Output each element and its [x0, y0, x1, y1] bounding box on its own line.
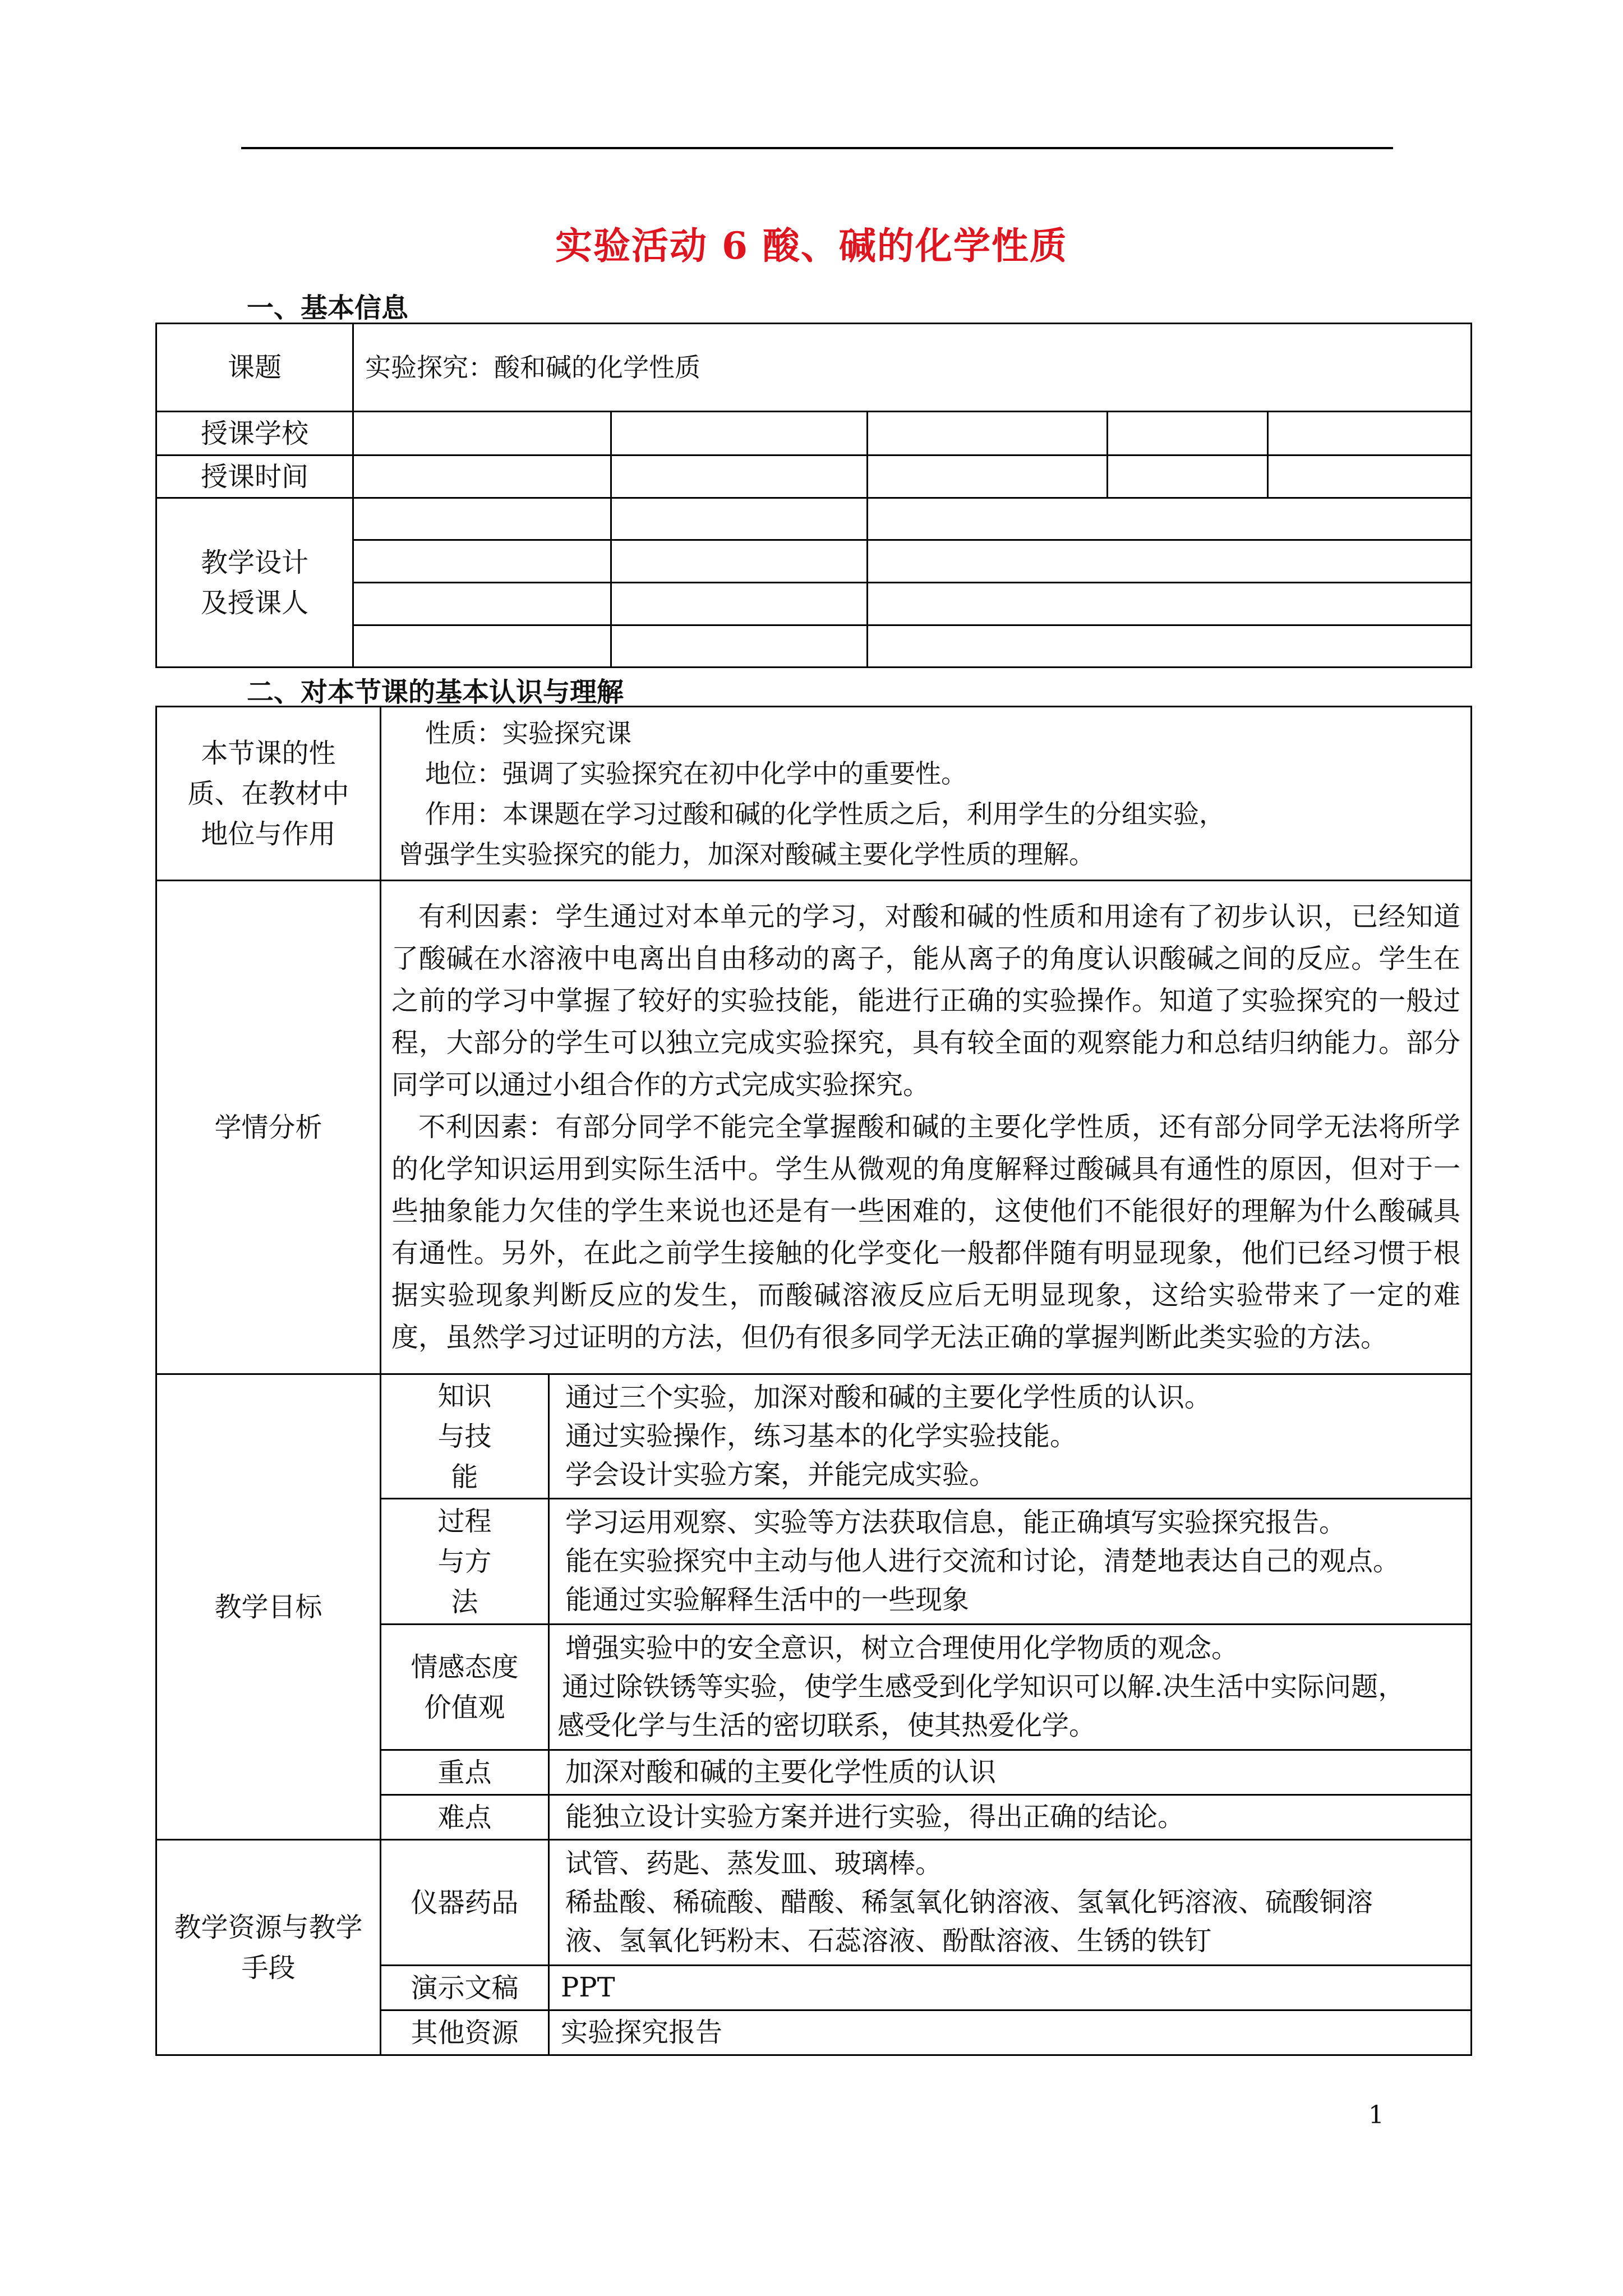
attitude-line: 增强实验中的安全意识，树立合理使用化学物质的观念。: [565, 1632, 1239, 1664]
designer-cell: [611, 625, 868, 668]
analysis-label: 学情分析: [156, 881, 381, 1374]
instruments-line: 液、氢氧化钙粉末、石蕊溶液、酚酞溶液、生锈的铁钉: [565, 1925, 1212, 1957]
slides-value: PPT: [549, 1966, 1472, 2010]
nature-line: 曾强学生实验探究的能力，加深对酸碱主要化学性质的理解。: [398, 839, 1095, 869]
time-cell-5: [1268, 455, 1472, 498]
process-line: 能通过实验解释生活中的一些现象: [565, 1584, 970, 1616]
analysis-paragraph-favorable: 有利因素：学生通过对本单元的学习，对酸和碱的性质和用途有了初步认识，已经知道了酸碱在水溶液中电离出自由移动的离子，能从离子的角度认识酸碱之间的反应。学生在之前的学习中掌握了较好的实验技能，能进行正确的实验操作。知道了实验探究的一般过程，大部分的学生可以独立完成实验探究，具有较全面的观察能力和总结归纳能力。部分同学可以通过小组合作的方式完成实验探究。: [391, 901, 1460, 1101]
analysis-paragraph-unfavorable: 不利因素：有部分同学不能完全掌握酸和碱的主要化学性质，还有部分同学无法将所学的化学知识运用到实际生活中。学生从微观的角度解释过酸碱具有通性的原因，但对于一些抽象能力欠佳的学生来说也还是有一些困难的，这使他们不能很好的理解为什么酸碱具有通性。另外，在此之前学生接触的化学变化一般都伴随有明显现象，他们已经习惯于根据实验现象判断反应的发生，而酸碱溶液反应后无明显现象，这给实验带来了一定的难度，虽然学习过证明的方法，但仍有很多同学无法正确的掌握判断此类实验的方法。: [391, 1111, 1460, 1353]
attitude-content: [549, 1625, 1472, 1750]
topic-label: 课题: [156, 324, 353, 412]
attitude-label-text: 情感态度价值观: [411, 1651, 519, 1723]
time-cell-3: [868, 455, 1108, 498]
process-line: 能在实验探究中主动与他人进行交流和讨论，清楚地表达自己的观点。: [565, 1545, 1400, 1577]
key-point-value: 加深对酸和碱的主要化学性质的认识: [549, 1750, 1472, 1795]
designer-cell: [611, 583, 868, 625]
nature-line: 作用：本课题在学习过酸和碱的化学性质之后，利用学生的分组实验，: [425, 798, 1225, 829]
knowledge-line: 学会设计实验方案，并能完成实验。: [565, 1459, 997, 1490]
designer-cell: [353, 540, 611, 583]
other-value: 实验探究报告: [549, 2010, 1472, 2055]
designer-cell: [868, 583, 1472, 625]
resources-label-text: 教学资源与教学手段: [174, 1911, 363, 1984]
difficulty-value: 能独立设计实验方案并进行实验，得出正确的结论。: [549, 1795, 1472, 1840]
nature-label-text: 本节课的性质、在教材中地位与作用: [187, 737, 349, 850]
designer-cell: [868, 625, 1472, 668]
designer-cell: [353, 583, 611, 625]
page-number: 1: [1368, 2101, 1384, 2129]
attitude-line: 通过除铁锈等实验，使学生感受到化学知识可以解.决生活中实际问题，: [562, 1671, 1405, 1703]
basic-info-table: [155, 323, 1472, 668]
attitude-line: 感受化学与生活的密切联系，使其热爱化学。: [557, 1710, 1096, 1741]
nature-line: 性质：实验探究课: [425, 717, 631, 748]
designer-cell: [353, 625, 611, 668]
designer-label: [156, 498, 353, 668]
process-content: [549, 1499, 1472, 1625]
instruments-label: 仪器药品: [381, 1840, 549, 1966]
resources-label: [156, 1840, 381, 2055]
school-cell-5: [1268, 412, 1472, 455]
designer-cell: [611, 498, 868, 540]
knowledge-label-text: 知识与技能: [437, 1380, 492, 1493]
other-label: 其他资源: [381, 2010, 549, 2055]
knowledge-line: 通过三个实验，加深对酸和碱的主要化学性质的认识。: [565, 1382, 1212, 1413]
topic-value: 实验探究：酸和碱的化学性质: [353, 324, 1472, 412]
school-cell-4: [1108, 412, 1268, 455]
analysis-content: [381, 881, 1472, 1374]
section-heading-basic-info: 一、基本信息: [247, 292, 409, 324]
goals-label: 教学目标: [156, 1374, 381, 1840]
nature-content: [381, 707, 1472, 881]
school-label: 授课学校: [156, 412, 353, 455]
difficulty-label: 难点: [381, 1795, 549, 1840]
instruments-content: [549, 1840, 1472, 1966]
nature-label: [156, 707, 381, 881]
key-point-label: 重点: [381, 1750, 549, 1795]
process-label: [381, 1499, 549, 1625]
time-label: 授课时间: [156, 455, 353, 498]
school-cell-1: [353, 412, 611, 455]
school-cell-2: [611, 412, 868, 455]
instruments-line: 试管、药匙、蒸发皿、玻璃棒。: [565, 1848, 943, 1879]
designer-cell: [868, 540, 1472, 583]
section-heading-understanding: 二、对本节课的基本认识与理解: [247, 677, 624, 708]
nature-line: 地位：强调了实验探究在初中化学中的重要性。: [425, 758, 967, 789]
knowledge-line: 通过实验操作，练习基本的化学实验技能。: [565, 1420, 1077, 1452]
designer-cell: [611, 540, 868, 583]
process-label-text: 过程与方法: [437, 1505, 492, 1618]
document-title: 实验活动 6 酸、碱的化学性质: [555, 224, 1068, 268]
instruments-line: 稀盐酸、稀硫酸、醋酸、稀氢氧化钠溶液、氢氧化钙溶液、硫酸铜溶: [565, 1887, 1373, 1918]
knowledge-label: [381, 1374, 549, 1499]
knowledge-content: [549, 1374, 1472, 1499]
time-cell-1: [353, 455, 611, 498]
slides-label: 演示文稿: [381, 1966, 549, 2010]
understanding-table: [155, 706, 1472, 2056]
process-line: 学习运用观察、实验等方法获取信息，能正确填写实验探究报告。: [565, 1507, 1347, 1538]
time-cell-2: [611, 455, 868, 498]
designer-label-text: 教学设计及授课人: [200, 546, 308, 619]
designer-cell: [868, 498, 1472, 540]
attitude-label: [381, 1625, 549, 1750]
header-rule: [241, 147, 1393, 149]
school-cell-3: [868, 412, 1108, 455]
time-cell-4: [1108, 455, 1268, 498]
designer-cell: [353, 498, 611, 540]
